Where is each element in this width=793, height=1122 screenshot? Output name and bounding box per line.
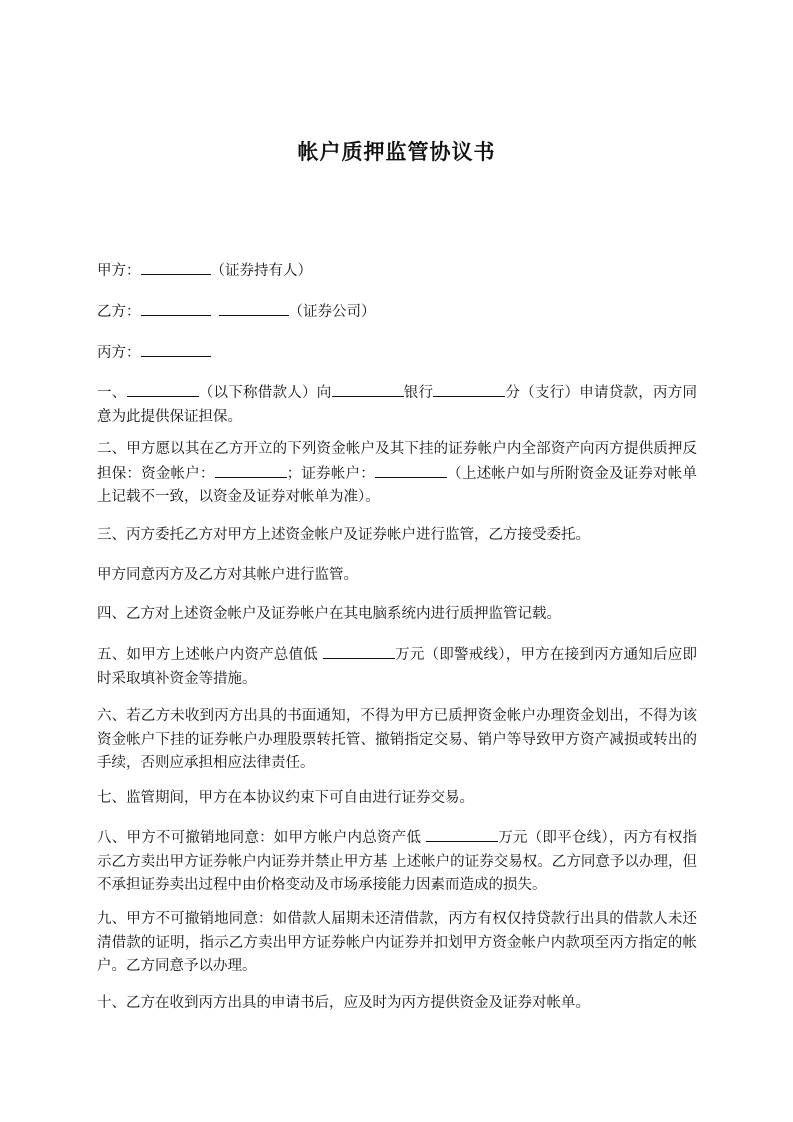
clause-10: 十、乙方在收到丙方出具的申请书后，应及时为丙方提供资金及证券对帐单。 [97, 995, 590, 1011]
party-a-note: （证券持有人） [210, 263, 312, 279]
party-b-note: （证券公司） [288, 304, 376, 320]
branch-blank[interactable] [433, 381, 505, 397]
liquidation-line-blank[interactable] [426, 826, 498, 842]
clause-2 [97, 438, 697, 510]
clause-5-part1: 五、如甲方上述帐户内资产总值低 [97, 647, 319, 663]
warning-line-blank[interactable] [323, 643, 395, 659]
clause-3b: 甲方同意丙方及乙方对其帐户进行监管。 [97, 567, 358, 583]
document-title: 帐户质押监管协议书 [297, 140, 496, 164]
clause-1-prefix: 一、 [97, 385, 127, 401]
party-b-blank-2[interactable] [219, 300, 289, 316]
bank-blank[interactable] [332, 381, 404, 397]
clause-7: 七、监管期间，甲方在本协议约束下可自由进行证券交易。 [97, 790, 474, 806]
securities-account-blank[interactable] [375, 462, 447, 478]
party-b-line [97, 300, 697, 325]
party-b-label: 乙方： [97, 304, 141, 320]
clause-9: 九、甲方不可撤销地同意：如借款人届期未还清借款，丙方有权仅持贷款行出具的借款人未还清借款的证明，指示乙方卖出甲方证券帐户内证券并扣划甲方资金帐户内款项至丙方指定的帐户。乙方同意予以办理。 [97, 911, 697, 974]
clause-1-part3: 分（支行）申请贷款，丙方同意为此提供保证担保。 [97, 385, 697, 425]
party-a-label: 甲方： [97, 263, 141, 279]
clause-1-part2: 银行 [403, 385, 434, 401]
clause-8-part1: 八、甲方不可撤销地同意：如甲方帐户内总资产低 [97, 830, 422, 846]
party-b-blank-1[interactable] [141, 300, 211, 316]
party-c-line [97, 341, 697, 366]
clause-8-part2: 万元（即平仓线），丙方有权指示乙方卖出甲方证券帐户内证券并禁止甲方基 上述帐户的证券交易权。乙方同意予以办理，但不承担证券卖出过程中由价格变动及市场承接能力因素而造成的损失。 [97, 830, 698, 893]
clause-2-part1: 二、甲方愿以其在乙方开立的下列资金帐户及其下挂的证券帐户内全部资产向丙方提供质押反担保：资金帐户： [97, 441, 697, 482]
party-a-blank[interactable] [141, 259, 211, 275]
party-c-blank[interactable] [141, 341, 211, 357]
clause-4: 四、乙方对上述资金帐户及证券帐户在其电脑系统内进行质押监管记载。 [97, 606, 561, 622]
clause-1 [97, 381, 697, 429]
clause-6: 六、若乙方未收到丙方出具的书面通知，不得为甲方已质押资金帐户办理资金划出，不得为该资金帐户下挂的证券帐户办理股票转托管、撤销指定交易、销户等导致甲方资产减损或转出的手续，否则应承担相应法律责任。 [97, 708, 697, 771]
clause-8 [97, 826, 697, 898]
clause-5-part2: 万元（即警戒线），甲方在接到丙方通知后应即时采取填补资金等措施。 [97, 647, 698, 687]
clause-1-part1: （以下称借款人）向 [198, 385, 332, 401]
clause-3: 三、丙方委托乙方对甲方上述资金帐户及证券帐户进行监管，乙方接受委托。 [97, 527, 590, 543]
borrower-blank[interactable] [127, 381, 199, 397]
party-a-line [97, 259, 697, 284]
party-c-label: 丙方： [97, 345, 141, 361]
clause-5 [97, 643, 697, 691]
clause-2-part3: （上述帐户如与所附资金及证券对帐单上记载不一致，以资金及证券对帐单为准）。 [97, 465, 698, 505]
fund-account-blank[interactable] [215, 462, 287, 478]
clause-2-part2: ；证券帐户： [286, 465, 375, 482]
